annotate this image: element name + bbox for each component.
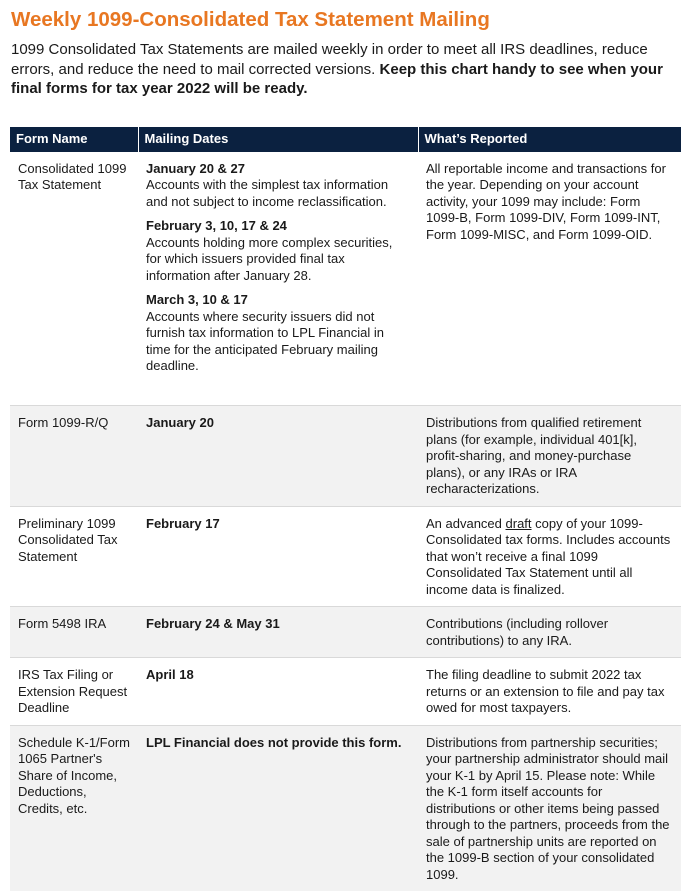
whats-reported-cell: Distributions from qualified retirement plans (for example, individual 401[k], profit-sharing, and money-purchase plans), or any IRAs or IRA recharacterizations. [418, 406, 681, 507]
mailing-dates-cell: LPL Financial does not provide this form. [138, 725, 418, 891]
mailing-dates-cell: January 20 [138, 406, 418, 507]
mailing-date-note: Accounts with the simplest tax information and not subject to income reclassification. [146, 177, 389, 209]
column-header-mailing-dates: Mailing Dates [138, 127, 418, 152]
mailing-date-block [146, 218, 410, 284]
intro-paragraph [11, 40, 683, 99]
intro-emphasis: Keep this chart handy to see when your final forms for tax year 2022 will be ready. [11, 60, 663, 97]
form-name-cell: Consolidated 1099 Tax Statement [10, 152, 138, 406]
form-name-cell: Form 1099-R/Q [10, 406, 138, 507]
whats-reported-cell: The filing deadline to submit 2022 tax returns or an extension to file and pay tax owed for most taxpayers. [418, 658, 681, 726]
mailing-schedule-table [10, 127, 681, 891]
draft-emphasis: draft [505, 515, 532, 531]
whats-reported-cell: Distributions from partnership securities; your partnership administrator should mail your K-1 by April 15. Please note: While the K-1 form itself accounts for distributions or other items being passed through to the partners, proceeds from the sale of partnership units are reported on the 1099-B section of your consolidated 1099. [418, 725, 681, 891]
mailing-date-block [146, 161, 410, 211]
table-row [10, 152, 681, 406]
form-name-cell: IRS Tax Filing or Extension Request Deadline [10, 658, 138, 726]
mailing-date-note: Accounts holding more complex securities, for which issuers provided final tax information after January 28. [146, 234, 393, 283]
mailing-date: March 3, 10 & 17 [146, 292, 248, 307]
page-title: Weekly 1099-Consolidated Tax Statement Mailing [11, 8, 490, 31]
whats-reported-cell: Contributions (including rollover contributions) to any IRA. [418, 607, 681, 658]
form-name-cell: Schedule K-1/Form 1065 Partner's Share of Income, Deductions, Credits, etc. [10, 725, 138, 891]
table-row [10, 725, 681, 891]
reported-text: An advanced [426, 515, 506, 531]
mailing-dates-cell: April 18 [138, 658, 418, 726]
mailing-dates-cell [138, 152, 418, 406]
intro-text: 1099 Consolidated Tax Statements are mailed weekly in order to meet all IRS deadlines, reduce errors, and reduce the need to mail corrected versions. [11, 41, 648, 78]
form-name-cell: Form 5498 IRA [10, 607, 138, 658]
whats-reported-cell [418, 506, 681, 607]
mailing-dates-cell: February 24 & May 31 [138, 607, 418, 658]
whats-reported-cell: All reportable income and transactions for the year. Depending on your account activity, your 1099 may include: Form 1099-B, Form 1099-DIV, Form 1099-INT, Form 1099-MISC, and Form 1099-OID. [418, 152, 681, 406]
mailing-date: January 20 & 27 [146, 160, 246, 176]
column-header-whats-reported: What’s Reported [418, 127, 681, 152]
table-row [10, 607, 681, 658]
table-row [10, 658, 681, 726]
table-row [10, 506, 681, 607]
mailing-dates-cell: February 17 [138, 506, 418, 607]
table-row [10, 406, 681, 507]
mailing-date-note: Accounts where security issuers did not furnish tax information to LPL Financial in time for the anticipated February mailing deadline. [146, 308, 384, 373]
form-name-cell: Preliminary 1099 Consolidated Tax Statement [10, 506, 138, 607]
table-header-row [10, 127, 681, 152]
mailing-date-block [146, 292, 410, 375]
column-header-form-name: Form Name [10, 127, 138, 152]
reported-text: copy of your 1099-Consolidated tax forms. Includes accounts that won’t receive a final 1099 Consolidated Tax Statement until all income data is finalized. [426, 515, 671, 597]
mailing-date: February 3, 10, 17 & 24 [146, 218, 287, 233]
